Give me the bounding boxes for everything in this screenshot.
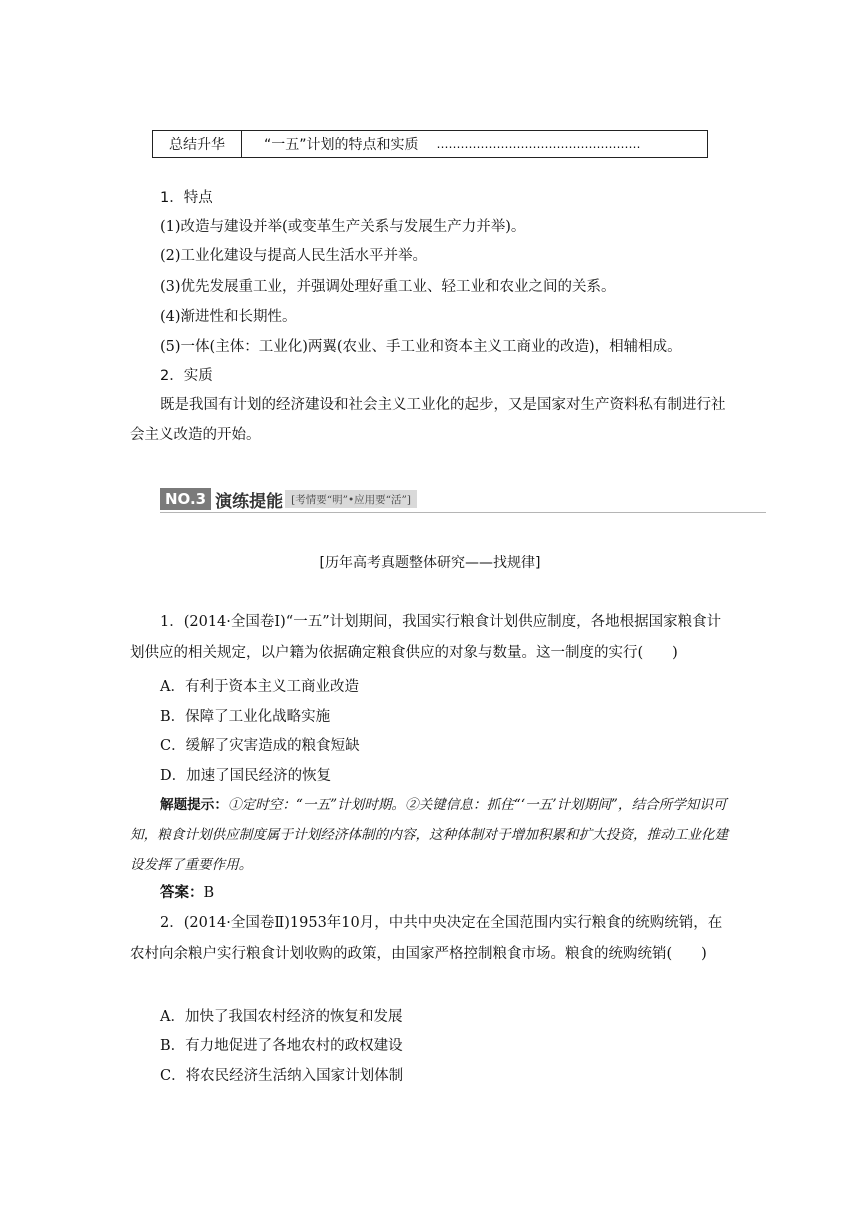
feature-item-1: (1)改造与建设并举(或变革生产关系与发展生产力并举)。 (160, 219, 526, 235)
hint-text: ①定时空：“一五”计划时期。②关键信息：抓住“‘一五’计划期间”，结合所学知识可知，粮食计划供应制度属于计划经济体制的内容，这种体制对于增加积累和扩大投资，推动工业化建设发挥了重要作用。 (130, 797, 729, 873)
question-1-option-c: C．缓解了灾害造成的粮食短缺 (160, 738, 360, 754)
question-1-answer (160, 883, 214, 903)
feature-item-2: (2)工业化建设与提高人民生活水平并举。 (160, 248, 428, 264)
section2-heading: 2．实质 (160, 368, 213, 384)
question-2-stem: 2．(2014·全国卷Ⅱ)1953年10月，中共中央决定在全国范围内实行粮食的统购统销，在农村向余粮户实行粮食计划收购的政策，由国家严格控制粮食市场。粮食的统购统销( ) (130, 915, 723, 962)
summary-box-title: “一五”计划的特点和实质 (264, 137, 419, 153)
section-banner (160, 488, 417, 510)
summary-box (152, 130, 708, 158)
feature-item-3: (3)优先发展重工业，并强调处理好重工业、轻工业和农业之间的关系。 (160, 279, 616, 295)
question-1-stem: 1．(2014·全国卷Ⅰ)“一五”计划期间，我国实行粮食计划供应制度，各地根据国家粮食计划供应的相关规定，以户籍为依据确定粮食供应的对象与数量。这一制度的实行( ) (130, 614, 722, 661)
section2-text: 既是我国有计划的经济建设和社会主义工业化的起步，又是国家对生产资料私有制进行社会主义改造的开始。 (130, 397, 726, 443)
answer-value: B (203, 885, 215, 901)
question-1-hint (130, 790, 735, 880)
feature-item-5: (5)一体(主体：工业化)两翼(农业、手工业和资本主义工商业的改造)，相辅相成。 (160, 339, 682, 355)
summary-box-label: 总结升华 (153, 131, 242, 157)
summary-box-dots: …………………………………………… (436, 137, 641, 151)
banner-title: 演练提能 (215, 491, 284, 512)
banner-badge: NO.3 (160, 488, 211, 510)
center-heading: [历年高考真题整体研究——找规律] (319, 555, 541, 571)
banner-subtitle: [考情要“明”•应用要“活”] (285, 490, 417, 508)
question-2-option-a: A．加快了我国农村经济的恢复和发展 (160, 1009, 403, 1025)
hint-label: 解题提示： (160, 797, 228, 813)
banner-divider (160, 512, 766, 513)
question-1-option-a: A．有利于资本主义工商业改造 (160, 679, 359, 695)
question-2-option-c: C．将农民经济生活纳入国家计划体制 (160, 1068, 404, 1084)
question-2-option-b: B．有力地促进了各地农村的政权建设 (160, 1038, 403, 1054)
question-1-option-b: B．保障了工业化战略实施 (160, 709, 331, 725)
question-1-option-d: D．加速了国民经济的恢复 (160, 768, 332, 784)
answer-label: 答案： (160, 885, 204, 901)
feature-item-4: (4)渐进性和长期性。 (160, 309, 297, 325)
section1-heading: 1．特点 (160, 190, 213, 206)
